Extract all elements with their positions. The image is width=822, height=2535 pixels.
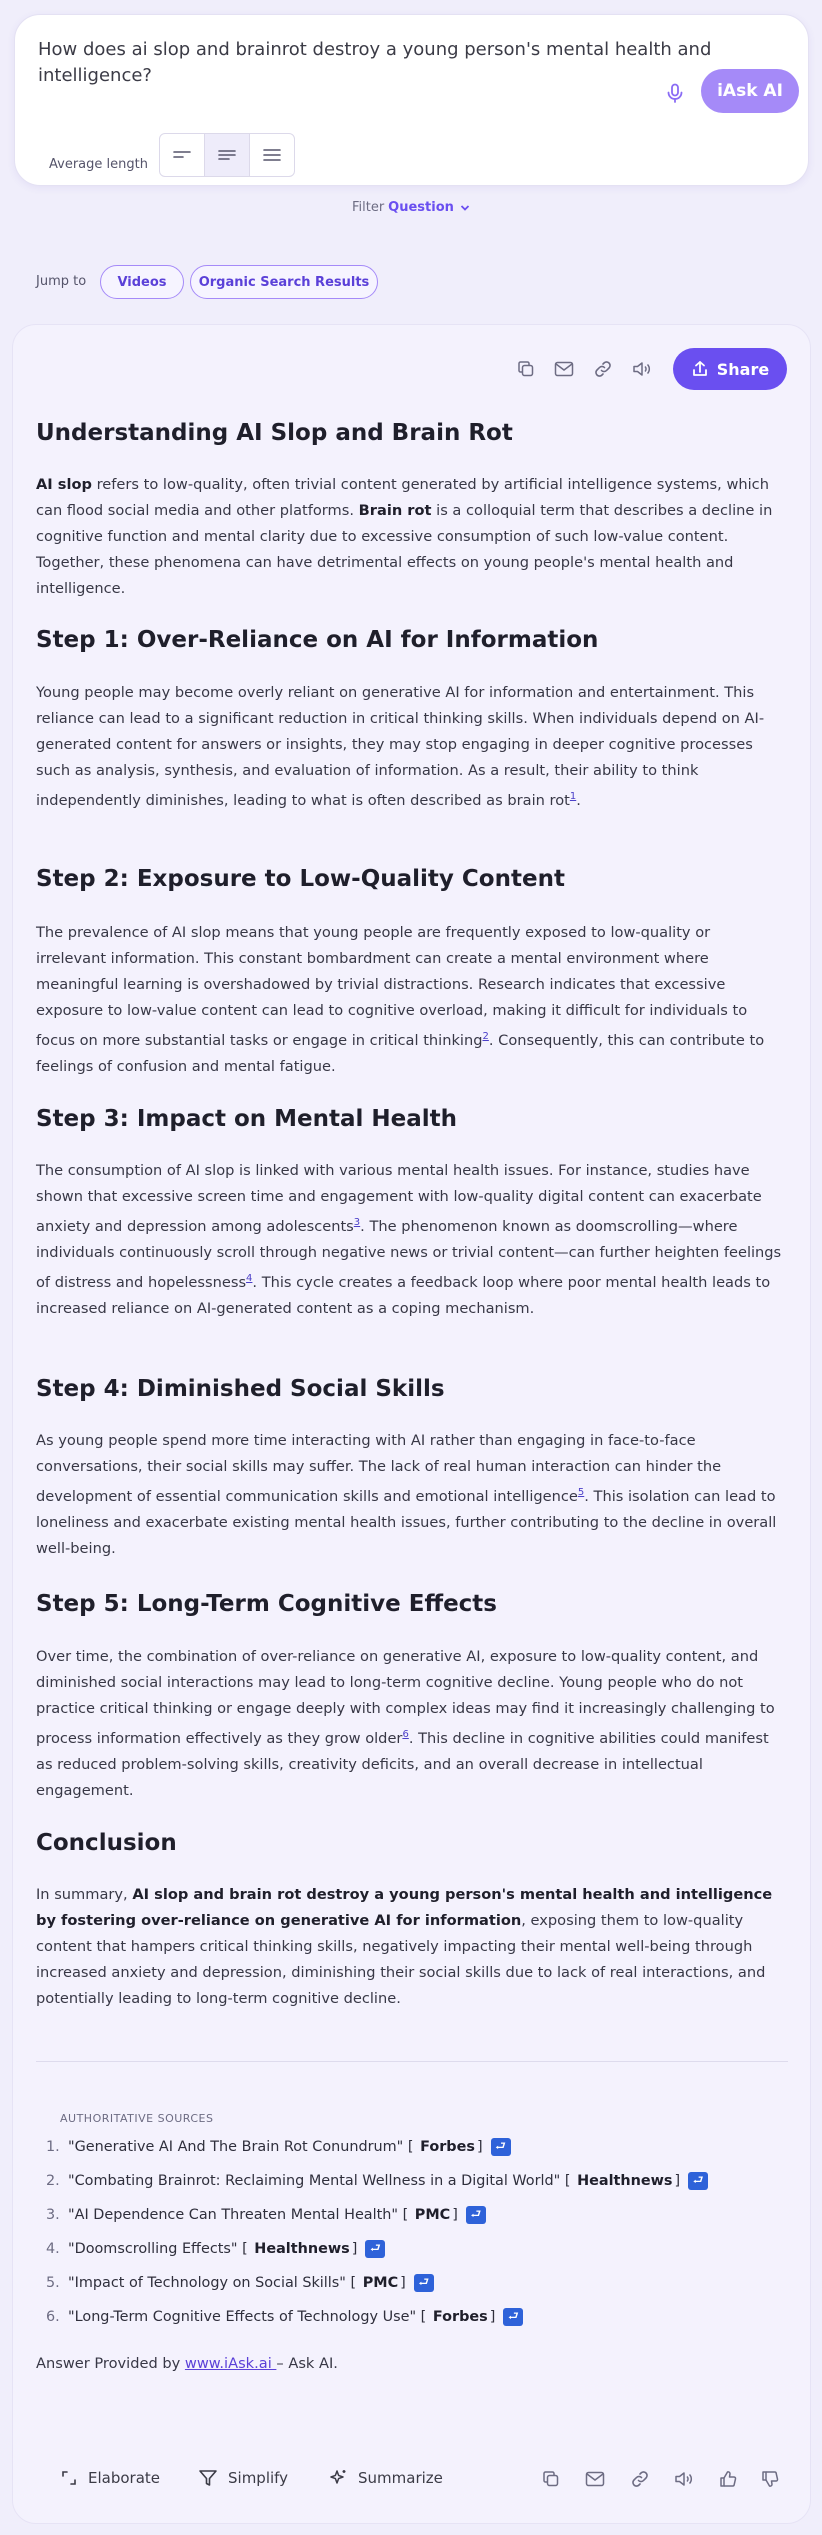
length-short-option[interactable] (160, 134, 205, 176)
divider (36, 2061, 788, 2062)
share-button[interactable] (673, 348, 787, 390)
microphone-icon[interactable] (661, 79, 689, 107)
citation-3[interactable]: 3 (353, 1217, 361, 1228)
citation-4[interactable]: 4 (246, 1272, 253, 1284)
thumbs-up-icon[interactable] (717, 2468, 739, 2490)
email-icon[interactable] (584, 2468, 606, 2490)
elaborate-button[interactable]: Elaborate (60, 2465, 160, 2491)
step1-paragraph: Young people may become overly reliant on generative AI for information and entertainment. This reliance can lead to a significant reduction in critical thinking skills. When individuals depend on AI-generated content for answers or insights, they may stop engaging in deeper cognitive processes such as analysis, synthesis, and evaluation of information. As a result, their ability to think independently diminishes, leading to what is often described as brain rot$^1$. (36, 684, 765, 809)
answer-title: Understanding AI Slop and Brain Rot (36, 420, 513, 446)
speaker-icon[interactable] (631, 358, 653, 380)
summarize-button[interactable]: Summarize (328, 2465, 443, 2491)
citation-1[interactable]: 1 (569, 791, 577, 802)
copy-icon[interactable] (540, 2468, 562, 2490)
source-item[interactable]: 5. "Impact of Technology on Social Skills" [ PMC ] ⮐ (46, 2274, 434, 2292)
source-item[interactable]: 6. "Long-Term Cognitive Effects of Technology Use" [ Forbes ] ⮐ (46, 2308, 523, 2326)
return-icon[interactable]: ⮐ (688, 2172, 708, 2190)
copy-icon[interactable] (515, 358, 537, 380)
share-icon (691, 360, 709, 378)
filter-label: Filter (351, 200, 385, 215)
answer-card (12, 324, 811, 2524)
link-icon[interactable] (592, 358, 614, 380)
jump-videos-button[interactable]: Videos (100, 265, 184, 299)
citation-2[interactable]: 2 (482, 1031, 489, 1042)
short-length-icon (173, 150, 191, 160)
return-icon[interactable]: ⮐ (365, 2240, 385, 2258)
return-icon[interactable]: ⮐ (491, 2138, 511, 2156)
filter-dropdown[interactable]: Question (388, 200, 454, 215)
conclusion-paragraph: In summary, AI slop and brain rot destroy a young person's mental health and intelligence by fostering over-reliance on generative AI for information, exposing them to low-quality content that hampers critical thinking skills, negatively impacting their mental well-being through increased anxiety and depression, diminishing their social skills due to lack of real interactions, and potentially leading to long-term cognitive decline. (36, 1886, 773, 2007)
long-length-icon (263, 148, 281, 162)
source-item[interactable]: 2. "Combating Brainrot: Reclaiming Mental Wellness in a Digital World" [ Healthnews ] ⮐ (46, 2172, 708, 2190)
filter-row (0, 200, 822, 215)
step2-heading: Step 2: Exposure to Low-Quality Content (36, 866, 565, 892)
ask-ai-button[interactable]: iAsk AI (701, 69, 799, 113)
iask-link[interactable]: www.iAsk.ai (184, 2355, 277, 2372)
step4-heading: Step 4: Diminished Social Skills (36, 1376, 445, 1402)
return-icon[interactable]: ⮐ (503, 2308, 523, 2326)
sources-title: AUTHORITATIVE SOURCES (60, 2112, 214, 2125)
return-icon[interactable]: ⮐ (466, 2206, 486, 2224)
source-item[interactable]: 1. "Generative AI And The Brain Rot Conundrum" [ Forbes ] ⮐ (46, 2138, 511, 2156)
jump-to-label: Jump to (36, 274, 87, 289)
step1-heading: Step 1: Over-Reliance on AI for Information (36, 627, 599, 653)
thumbs-down-icon[interactable] (759, 2468, 781, 2490)
jump-organic-results-button[interactable]: Organic Search Results (190, 265, 378, 299)
query-input[interactable]: How does ai slop and brainrot destroy a young person's mental health and intelligence? (38, 39, 712, 86)
link-icon[interactable] (629, 2468, 651, 2490)
citation-5[interactable]: 5 (577, 1487, 585, 1498)
share-label: Share (716, 359, 770, 379)
step3-heading: Step 3: Impact on Mental Health (36, 1106, 458, 1132)
step2-paragraph: The prevalence of AI slop means that young people are frequently exposed to low-quality or irrelevant information. This constant bombardment can create a mental environment where meaningful learning is overshadowed by trivial distractions. Research indicates that excessive exposure to low-value content can lead to cognitive overload, making it difficult for individuals to focus on more substantial tasks or engage in critical thinking$^2$. Consequently, this can contribute to feelings of confusion and mental fatigue. (36, 924, 765, 1075)
chevron-down-icon (460, 204, 470, 212)
source-item[interactable]: 4. "Doomscrolling Effects" [ Healthnews ] ⮐ (46, 2240, 385, 2258)
step4-paragraph: As young people spend more time interacting with AI rather than engaging in face-to-face conversations, their social skills may suffer. The lack of real human interaction can hinder the development of essential communication skills and emotional intelligence$^5$. This isolation can lead to loneliness and exacerbate existing mental health issues, further contributing to the decline in overall well-being. (36, 1432, 777, 1557)
length-label: Average length (49, 157, 148, 172)
step5-heading: Step 5: Long-Term Cognitive Effects (36, 1591, 497, 1617)
email-icon[interactable] (553, 358, 575, 380)
intro-paragraph: AI slop refers to low-quality, often trivial content generated by artificial intelligence systems, which can flood social media and other platforms. Brain rot is a colloquial term that describes a decline in cognitive function and mental clarity due to excessive consumption of such low-value content. Together, these phenomena can have detrimental effects on young people's mental health and intelligence. (36, 476, 773, 597)
length-selector (159, 133, 295, 177)
return-icon[interactable]: ⮐ (414, 2274, 434, 2292)
sparkle-icon (328, 2468, 348, 2488)
length-average-option[interactable] (205, 134, 250, 176)
source-item[interactable]: 3. "AI Dependence Can Threaten Mental Health" [ PMC ] ⮐ (46, 2206, 486, 2224)
speaker-icon[interactable] (673, 2468, 695, 2490)
conclusion-heading: Conclusion (36, 1830, 177, 1856)
answer-provided-by: Answer Provided by www.iAsk.ai – Ask AI. (36, 2355, 338, 2372)
filter-funnel-icon (198, 2469, 218, 2487)
expand-icon (60, 2469, 78, 2487)
length-long-option[interactable] (250, 134, 294, 176)
simplify-button[interactable]: Simplify (198, 2465, 288, 2491)
citation-6[interactable]: 6 (402, 1729, 409, 1740)
step3-paragraph: The consumption of AI slop is linked with various mental health issues. For instance, studies have shown that excessive screen time and engagement with low-quality digital content can exacerbate anxiety and depression among adolescents$^3$. The phenomenon known as doomscrolling—where individuals continuously scroll through negative news or trivial content—can further heighten feelings of distress and hopelessness$^4$. This cycle creates a feedback loop where poor mental health leads to increased reliance on AI-generated content as a coping mechanism. (36, 1162, 782, 1317)
step5-paragraph: Over time, the combination of over-reliance on generative AI, exposure to low-quality content, and diminished social interactions may lead to long-term cognitive decline. Young people who do not practice critical thinking or engage deeply with complex ideas may find it increasingly challenging to process information effectively as they grow older$^6$. This decline in cognitive abilities could manifest as reduced problem-solving skills, creativity deficits, and an overall decrease in intellectual engagement. (36, 1648, 775, 1799)
query-card (14, 14, 809, 186)
average-length-icon (218, 149, 236, 161)
